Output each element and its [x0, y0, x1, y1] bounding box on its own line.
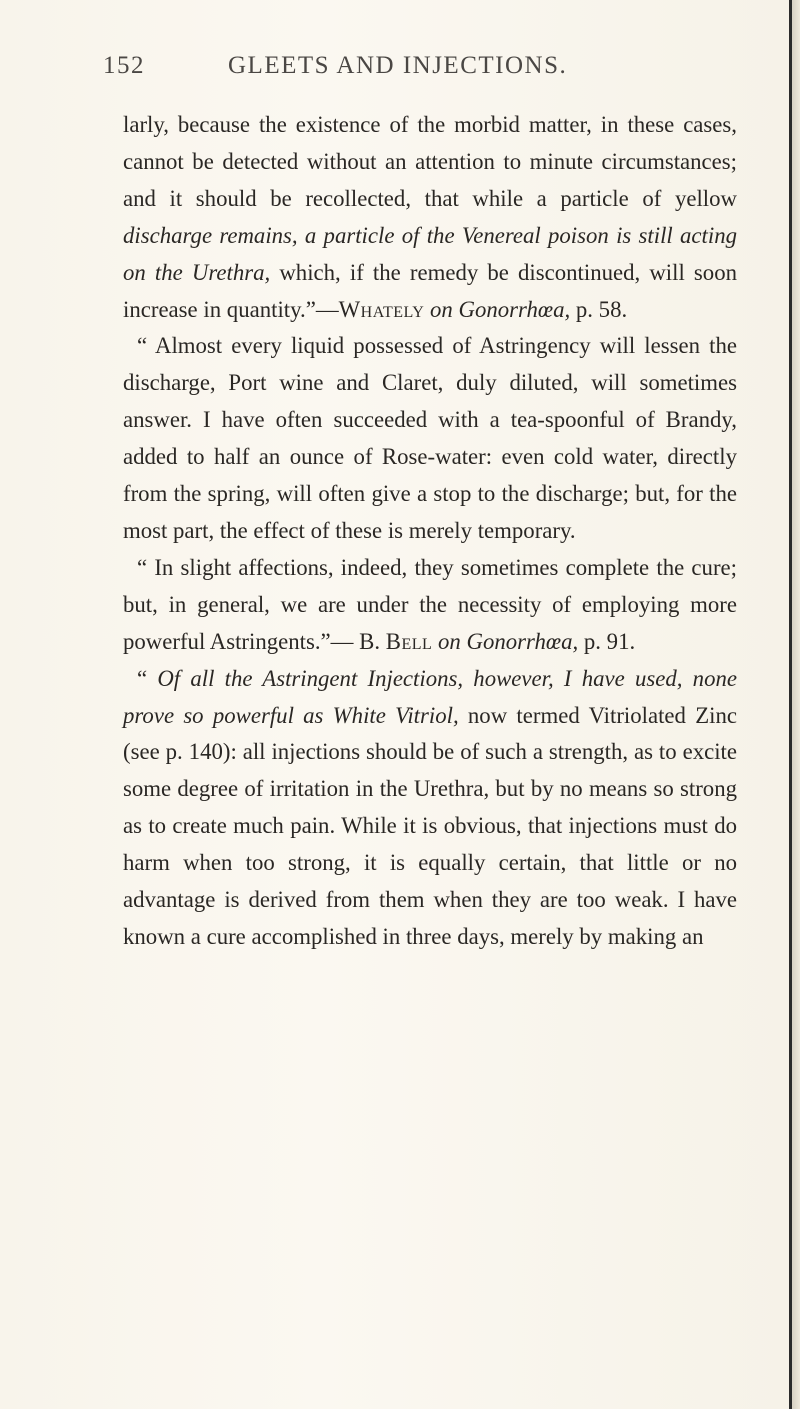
citation-title: on Gonorrhœa,	[430, 296, 571, 322]
citation-title: on Gonorrhœa,	[438, 628, 579, 654]
author-name-bell: Bell	[385, 628, 433, 654]
running-header	[103, 52, 743, 92]
author-name-whately: Whately	[338, 296, 425, 322]
page-edge-line	[789, 0, 792, 1409]
body-text	[123, 107, 737, 956]
paragraph-astringency: “ Almost every liquid possessed of Astringency will lessen the discharge, Port wine and Claret, duly diluted, will sometimes answer. I have often succeeded with a tea-spoonful of Brandy, added to half an ounce of Rose-water: even cold water, directly from the spring, will often give a stop to the discharge; but, for the most part, the effect of these is merely temporary.	[123, 333, 737, 543]
paragraph-injections: “ Of all the Astringent Injections, however, I have used, none prove so powerful as White Vitriol, now termed Vitriolated Zinc (see p. 140): all injections should be of such a strength, as to excite some degree of irritation in the Urethra, but by no means so strong as to create much pain. While it is obvious, that injections must do harm when too strong, it is equally certain, that little or no advantage is derived from them when they are too weak. I have known a cure accomplished in three days, merely by making an	[123, 665, 737, 949]
running-title: GLEETS AND INJECTIONS.	[228, 52, 568, 79]
page-number: 152	[103, 52, 145, 79]
paragraph-whately-quote: larly, because the existence of the morbid matter, in these cases, cannot be detected without an attention to minute circumstances; and it should be recollected, that while a particle of yellow discharge remains, a particle of the Venereal poison is still acting on the Urethra, which, if the remedy be discontinued, will soon increase in quantity.”—Whately on Gonorrhœa, p. 58.	[123, 112, 738, 322]
paragraph-bell-quote: “ In slight affections, indeed, they sometimes complete the cure; but, in general, we are under the necessity of employing more powerful Astringents.”— B. Bell on Gonorrhœa, p. 91.	[123, 554, 737, 654]
page-edge-shadow	[792, 0, 800, 1409]
